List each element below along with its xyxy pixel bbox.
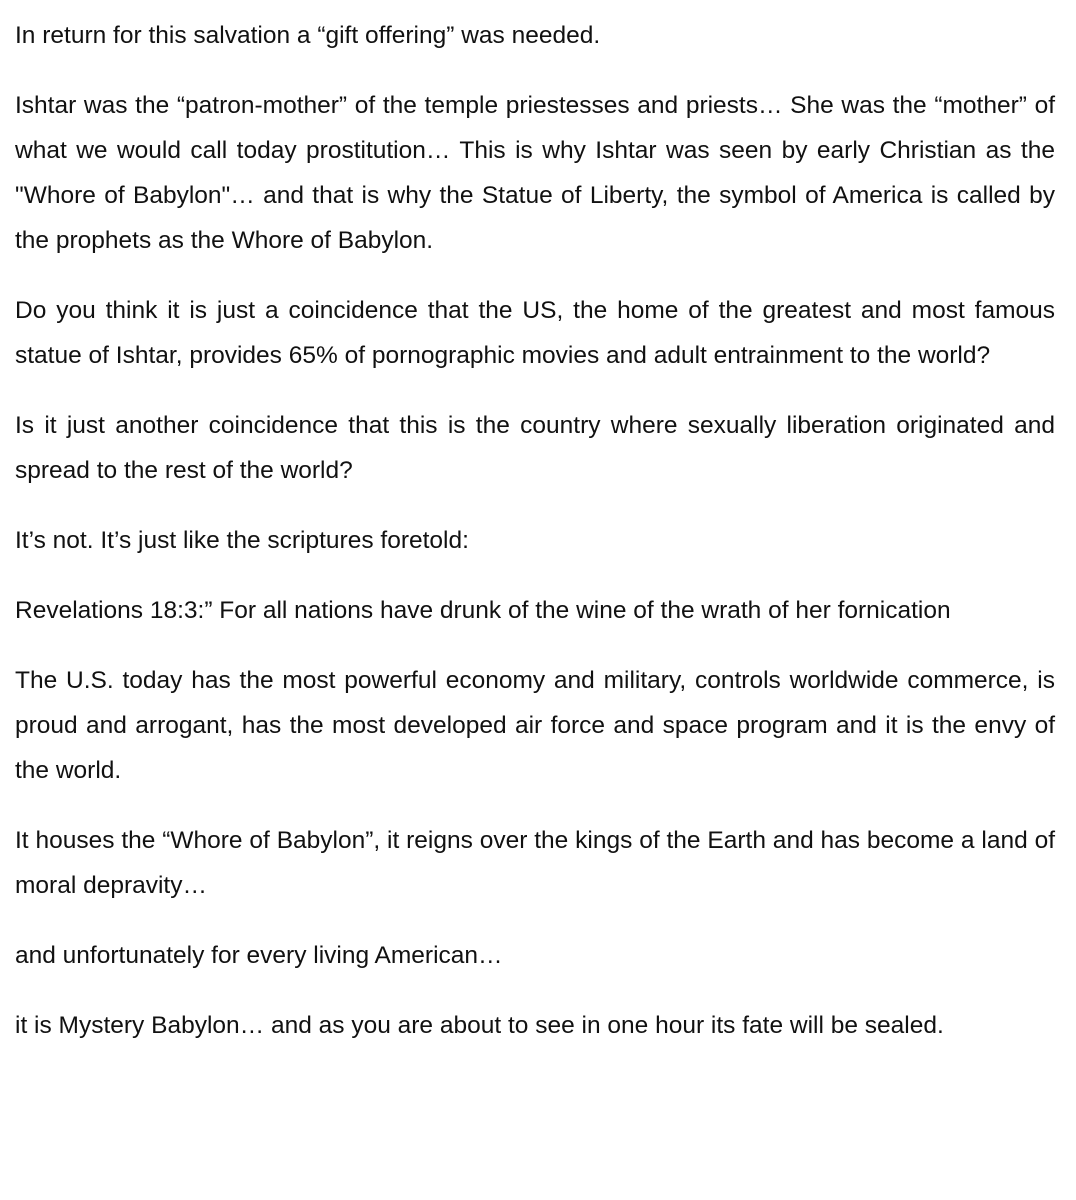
paragraph-gift-offering: In return for this salvation a “gift offering” was needed. bbox=[15, 22, 601, 49]
paragraph-coincidence-us: Do you think it is just a coincidence that the US, the home of the greatest and most famous statue of Ishtar, provides 65% of pornographic movies and adult entrainment to the world? bbox=[15, 297, 1055, 369]
paragraph-sexual-liberation: Is it just another coincidence that this is the country where sexually liberation originated and spread to the rest of the world? bbox=[15, 412, 1055, 484]
paragraph-scriptures-foretold: It’s not. It’s just like the scriptures foretold: bbox=[15, 527, 469, 554]
paragraph-us-today: The U.S. today has the most powerful economy and military, controls worldwide commerce, is proud and arrogant, has the most developed air force and space program and it is the envy of the world. bbox=[15, 667, 1055, 784]
paragraph-ishtar-patron-mother: Ishtar was the “patron-mother” of the temple priestesses and priests… She was the “mother” of what we would call today prostitution… This is why Ishtar was seen by early Christian as the "Whore of Babylon"… and that is why the Statue of Liberty, the symbol of America is called by the prophets as the Whore of Babylon. bbox=[15, 92, 1055, 254]
paragraph-revelations-quote: Revelations 18:3:” For all nations have drunk of the wine of the wrath of her fornication bbox=[15, 597, 951, 624]
paragraph-mystery-babylon: it is Mystery Babylon… and as you are about to see in one hour its fate will be sealed. bbox=[15, 1012, 944, 1039]
paragraph-houses-whore: It houses the “Whore of Babylon”, it reigns over the kings of the Earth and has become a land of moral depravity… bbox=[15, 827, 1055, 899]
paragraph-every-american: and unfortunately for every living American… bbox=[15, 942, 503, 969]
